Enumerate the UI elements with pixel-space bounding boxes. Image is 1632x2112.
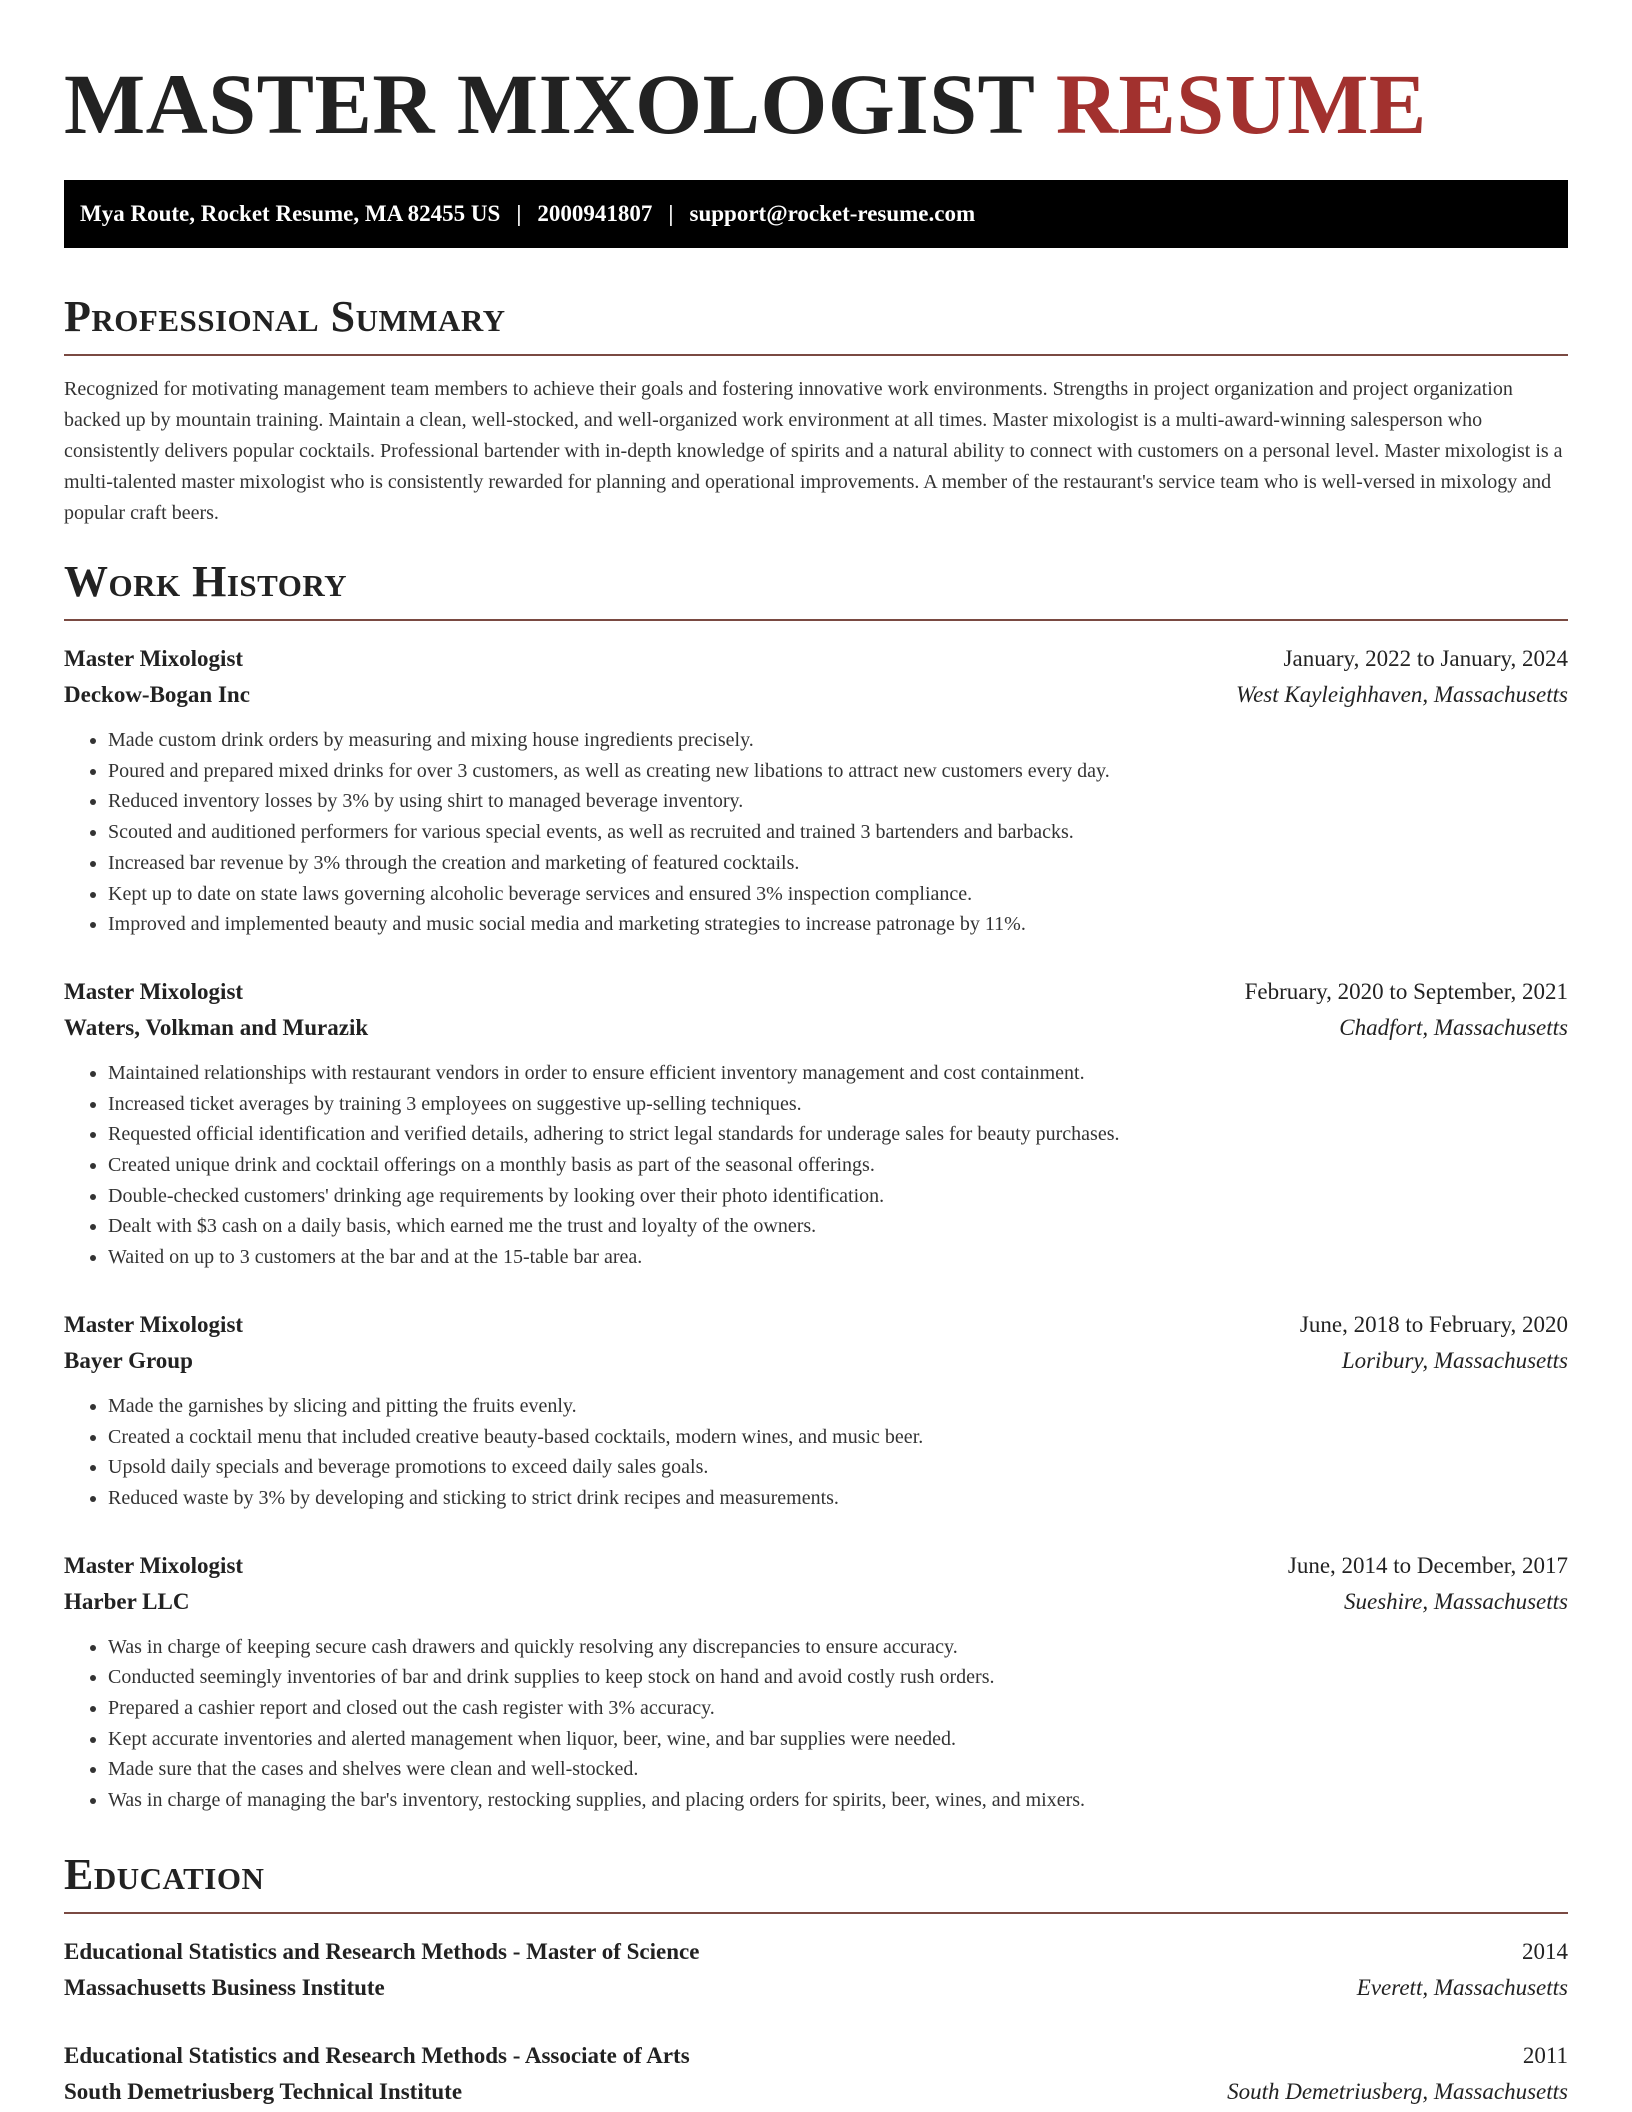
contact-separator: | [668,201,674,226]
job-bullet: • Scouted and auditioned performers for various special events, as well as recruited and trained 3 bartenders and barbacks. [108,817,1568,848]
job-bullet: • Upsold daily specials and beverage promotions to exceed daily sales goals. [108,1452,1568,1483]
contact-phone[interactable]: 2000941807 [537,201,653,226]
job-bullet: • Made sure that the cases and shelves were clean and well-stocked. [108,1754,1568,1785]
job-header-row [64,1548,1568,1584]
job-bullet: • Requested official identification and verified details, adhering to strict legal standards for underage sales for beauty purchases. [108,1119,1568,1150]
job-company: Bayer Group [64,1347,193,1373]
summary-heading: Professional Summary [64,292,1568,356]
education-degree-row [64,1934,1568,1970]
job-location: Sueshire, Massachusetts [1343,1588,1568,1614]
job-bullet: • Poured and prepared mixed drinks for over 3 customers, as well as creating new libations to attract new customers every day. [108,756,1568,787]
job-bullet: • Prepared a cashier report and closed out the cash register with 3% accuracy. [108,1693,1568,1724]
job-company-row [64,1343,1568,1379]
contact-email[interactable]: support@rocket-resume.com [689,201,976,226]
job-bullet: • Increased ticket averages by training 3 employees on suggestive up-selling techniques. [108,1089,1568,1120]
job-bullet: • Waited on up to 3 customers at the bar and at the 15-table bar area. [108,1242,1568,1273]
job-title: Master Mixologist [64,978,244,1004]
job-bullet: • Was in charge of keeping secure cash drawers and quickly resolving any discrepancies to ensure accuracy. [108,1632,1568,1663]
job-bullets [64,1391,1568,1514]
education-location: Everett, Massachusetts [1356,1974,1568,2000]
job-bullet: • Double-checked customers' drinking age requirements by looking over their photo identification. [108,1181,1568,1212]
work-history-list [64,641,1568,1816]
job-bullets [64,1058,1568,1273]
education-school: Massachusetts Business Institute [64,1974,385,2000]
job-bullets [64,1632,1568,1816]
education-school-row [64,2074,1568,2110]
job-bullet: • Reduced inventory losses by 3% by using shirt to managed beverage inventory. [108,786,1568,817]
job-dates: February, 2020 to September, 2021 [1244,978,1568,1004]
job-entry [64,1307,1568,1514]
education-location: South Demetriusberg, Massachusetts [1227,2078,1568,2104]
title-accent: RESUME [1055,56,1427,152]
job-header-row [64,974,1568,1010]
contact-separator: | [516,201,522,226]
job-company-row [64,1584,1568,1620]
job-bullet: • Made custom drink orders by measuring and mixing house ingredients precisely. [108,725,1568,756]
job-company: Deckow-Bogan Inc [64,682,250,707]
job-bullet: • Created a cocktail menu that included creative beauty-based cocktails, modern wines, and music beer. [108,1422,1568,1453]
job-company: Harber LLC [64,1588,190,1614]
education-year: 2011 [1522,2042,1568,2068]
education-school-row [64,1970,1568,2006]
job-header-row [64,641,1568,677]
job-bullet: • Reduced waste by 3% by developing and sticking to strict drink recipes and measurements. [108,1483,1568,1514]
job-title: Master Mixologist [64,1552,244,1578]
education-degree: Educational Statistics and Research Methods - Master of Science [64,1938,700,1964]
job-dates: June, 2018 to February, 2020 [1299,1311,1568,1337]
job-header-row [64,1307,1568,1343]
title-main: MASTER MIXOLOGIST [64,56,1034,152]
job-bullet: • Improved and implemented beauty and music social media and marketing strategies to increase patronage by 11%. [108,909,1568,940]
job-company-row [64,677,1568,713]
job-bullet: • Created unique drink and cocktail offerings on a monthly basis as part of the seasonal offerings. [108,1150,1568,1181]
education-year: 2014 [1522,1938,1568,1964]
job-title: Master Mixologist [64,646,244,671]
education-entry [64,2038,1568,2110]
work-history-heading: Work History [64,557,1568,621]
education-degree-row [64,2038,1568,2074]
education-school: South Demetriusberg Technical Institute [64,2078,463,2104]
job-dates: January, 2022 to January, 2024 [1283,646,1568,671]
summary-text: Recognized for motivating management team members to achieve their goals and fostering innovative work environments. Strengths in project organization and project organization backed up by mountain training. Maintain a clean, well-stocked, and well-organized work environment at all times. Master mixologist is a multi-award-winning salesperson who consistently delivers popular cocktails. Professional bartender with in-depth knowledge of spirits and a natural ability to connect with customers on a personal level. Master mixologist is a multi-talented master mixologist who is consistently rewarded for planning and operational improvements. A member of the restaurant's service team who is well-versed in mixology and popular craft beers. [64,378,1563,524]
job-bullet: • Made the garnishes by slicing and pitting the fruits evenly. [108,1391,1568,1422]
job-bullet: • Maintained relationships with restaurant vendors in order to ensure efficient inventory management and cost containment. [108,1058,1568,1089]
job-company-row [64,1010,1568,1046]
job-location: West Kayleighhaven, Massachusetts [1236,682,1568,707]
job-bullet: • Dealt with $3 cash on a daily basis, which earned me the trust and loyalty of the owners. [108,1211,1568,1242]
education-entry [64,1934,1568,2006]
job-company: Waters, Volkman and Murazik [64,1014,369,1040]
education-degree: Educational Statistics and Research Methods - Associate of Arts [64,2042,690,2068]
job-entry [64,641,1568,940]
contact-address: Mya Route, Rocket Resume, MA 82455 US [80,201,501,226]
job-bullets [64,725,1568,940]
job-bullet: • Conducted seemingly inventories of bar and drink supplies to keep stock on hand and avoid costly rush orders. [108,1662,1568,1693]
job-bullet: • Kept accurate inventories and alerted management when liquor, beer, wine, and bar supplies were needed. [108,1724,1568,1755]
job-location: Loribury, Massachusetts [1341,1347,1568,1373]
job-entry [64,1548,1568,1816]
job-bullet: • Was in charge of managing the bar's inventory, restocking supplies, and placing orders for spirits, beer, wines, and mixers. [108,1785,1568,1816]
job-entry [64,974,1568,1273]
job-dates: June, 2014 to December, 2017 [1287,1552,1568,1578]
job-bullet: • Increased bar revenue by 3% through the creation and marketing of featured cocktails. [108,848,1568,879]
education-heading: Education [64,1850,1568,1914]
job-location: Chadfort, Massachusetts [1339,1014,1568,1040]
job-title: Master Mixologist [64,1311,244,1337]
resume-title [64,0,1568,150]
contact-bar [64,180,1568,248]
job-bullet: • Kept up to date on state laws governing alcoholic beverage services and ensured 3% inspection compliance. [108,879,1568,910]
